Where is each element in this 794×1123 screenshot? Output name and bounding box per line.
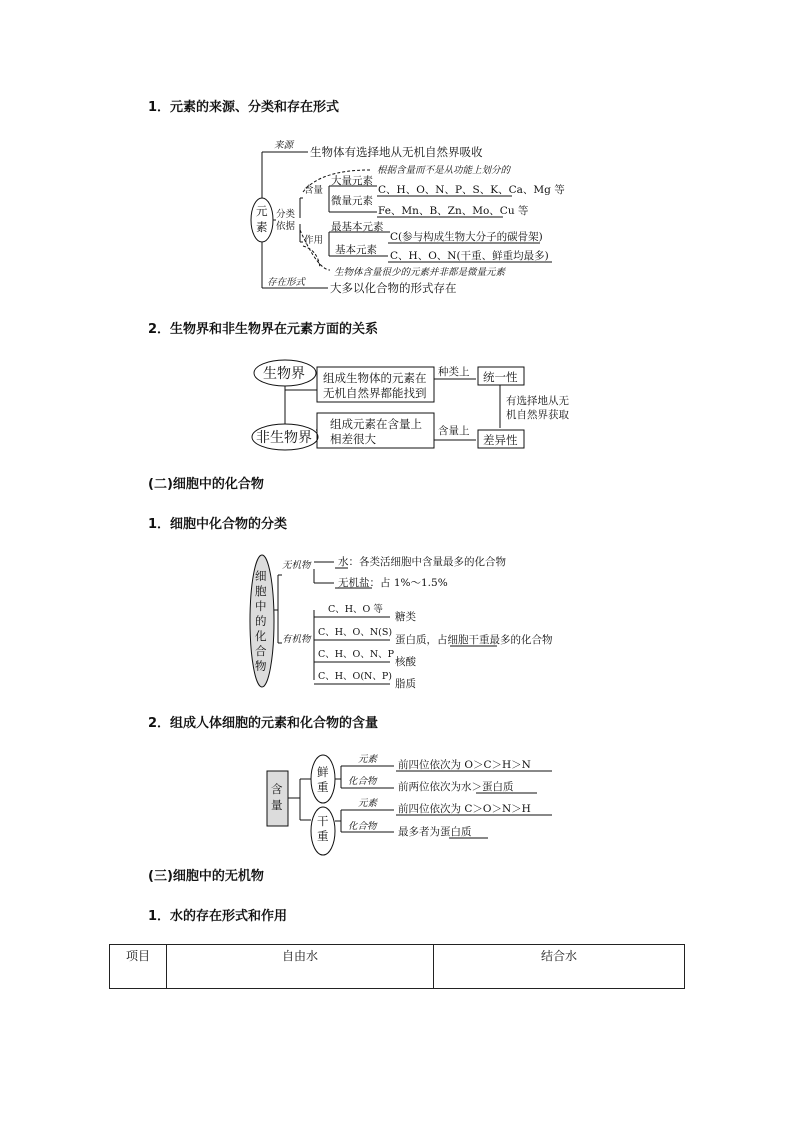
d3-inorganic: 无机物 bbox=[282, 560, 311, 571]
d1-source-text: 生物体有选择地从无机自然界吸收 bbox=[310, 145, 483, 159]
d1-function-label: 作用 bbox=[304, 235, 324, 246]
d3-root-4: 的 bbox=[255, 614, 267, 628]
d4-dry-1: 干 bbox=[317, 814, 329, 828]
d3-root-1: 细 bbox=[255, 569, 267, 583]
d1-classify-label-1: 分类 bbox=[276, 209, 296, 220]
d3-e2: C、H、O、N(S) bbox=[318, 627, 393, 638]
d1-macro-text: C、H、O、N、P、S、K、Ca、Mg 等 bbox=[378, 184, 565, 196]
d4-element-dry: 元素 bbox=[358, 798, 378, 809]
table-row bbox=[110, 945, 685, 989]
d2-diff: 差异性 bbox=[483, 433, 518, 447]
d4-root-1: 含 bbox=[271, 782, 283, 796]
part-2-title: (二)细胞中的化合物 bbox=[148, 477, 264, 492]
d2-bio: 生物界 bbox=[263, 366, 305, 382]
d1-note-top: 根据含量而不是从功能上划分的 bbox=[377, 165, 511, 176]
section-1-title: 1．元素的来源、分类和存在形式 bbox=[148, 100, 340, 115]
d4-compound-fresh: 化合物 bbox=[348, 776, 377, 787]
d1-basic-label: 最基本元素 bbox=[331, 221, 384, 233]
d2-box1-line2: 无机自然界都能找到 bbox=[323, 386, 427, 400]
d3-root-7: 物 bbox=[255, 659, 267, 673]
d2-amount: 含量上 bbox=[438, 425, 470, 437]
d3-lipid: 脂质 bbox=[395, 678, 416, 690]
d2-box2-line1: 组成元素在含量上 bbox=[330, 417, 422, 431]
d3-protein: 蛋白质，占细胞干重最多的化合物 bbox=[395, 634, 553, 646]
table-header-free-water: 自由水 bbox=[167, 945, 434, 989]
d4-dry-2: 重 bbox=[317, 829, 329, 843]
d1-macro-label: 大量元素 bbox=[331, 175, 373, 187]
d4-fresh-1: 鲜 bbox=[317, 765, 329, 779]
d4-compound-dry: 化合物 bbox=[348, 821, 377, 832]
d2-kind: 种类上 bbox=[438, 366, 470, 378]
d1-fund-text: C、H、O、N(干重、鲜重均最多) bbox=[390, 250, 549, 262]
d4-d1: 前四位依次为 C＞O＞N＞H bbox=[398, 803, 531, 815]
d4-f1: 前四位依次为 O＞C＞H＞N bbox=[398, 759, 531, 771]
section-4-title: 2．组成人体细胞的元素和化合物的含量 bbox=[148, 716, 379, 731]
d4-fresh-2: 重 bbox=[317, 780, 329, 794]
section-3-title: 1．细胞中化合物的分类 bbox=[148, 517, 288, 532]
d3-water: 水：各类活细胞中含量最多的化合物 bbox=[338, 556, 506, 568]
d2-box2-line2: 相差很大 bbox=[330, 432, 376, 446]
d2-reason-1: 有选择地从无 bbox=[506, 395, 569, 407]
d2-reason-2: 机自然界获取 bbox=[506, 409, 569, 421]
water-table bbox=[109, 944, 685, 989]
d2-nonbio: 非生物界 bbox=[256, 430, 312, 446]
d1-fund-label: 基本元素 bbox=[335, 244, 377, 256]
d1-micro-label: 微量元素 bbox=[331, 195, 373, 207]
part-3-title: (三)细胞中的无机物 bbox=[148, 869, 264, 884]
table-header-bound-water: 结合水 bbox=[434, 945, 685, 989]
section-5-title: 1．水的存在形式和作用 bbox=[148, 909, 288, 924]
d3-root-6: 合 bbox=[255, 644, 267, 658]
d3-organic: 有机物 bbox=[282, 634, 311, 645]
d4-element-fresh: 元素 bbox=[358, 754, 378, 765]
d4-f2: 前两位依次为水＞蛋白质 bbox=[398, 781, 514, 793]
d1-micro-text: Fe、Mn、B、Zn、Mo、Cu 等 bbox=[378, 205, 529, 217]
d1-note-bottom: 生物体含量很少的元素并非都是微量元素 bbox=[334, 267, 506, 278]
d2-unity: 统一性 bbox=[483, 370, 518, 384]
d1-classify-label-2: 依据 bbox=[276, 221, 296, 232]
d3-salt: 无机盐：占 1%～1.5% bbox=[338, 577, 448, 589]
section-2-title: 2．生物界和非生物界在元素方面的关系 bbox=[148, 322, 379, 337]
d1-form-text: 大多以化合物的形式存在 bbox=[330, 281, 457, 295]
d3-root-3: 中 bbox=[255, 599, 267, 613]
d1-root-1: 元 bbox=[256, 204, 268, 218]
d3-nucleic: 核酸 bbox=[395, 656, 416, 668]
d1-source-label: 来源 bbox=[274, 140, 294, 151]
d1-basic-text: C(参与构成生物大分子的碳骨架) bbox=[390, 231, 543, 243]
d3-e1: C、H、O 等 bbox=[328, 604, 383, 615]
d3-e4: C、H、O(N、P) bbox=[318, 671, 392, 682]
d2-box1-line1: 组成生物体的元素在 bbox=[323, 371, 427, 385]
d4-root-2: 量 bbox=[271, 798, 283, 812]
d3-e3: C、H、O、N、P bbox=[318, 649, 395, 660]
d3-sugar: 糖类 bbox=[395, 611, 416, 623]
d3-root-2: 胞 bbox=[255, 584, 267, 598]
d1-form-label: 存在形式 bbox=[267, 277, 306, 288]
d1-root-2: 素 bbox=[256, 220, 268, 234]
d3-root-5: 化 bbox=[255, 629, 267, 643]
d1-content-label: 含量 bbox=[304, 185, 324, 196]
d4-d2: 最多者为蛋白质 bbox=[398, 826, 472, 838]
table-header-item: 项目 bbox=[110, 945, 167, 989]
